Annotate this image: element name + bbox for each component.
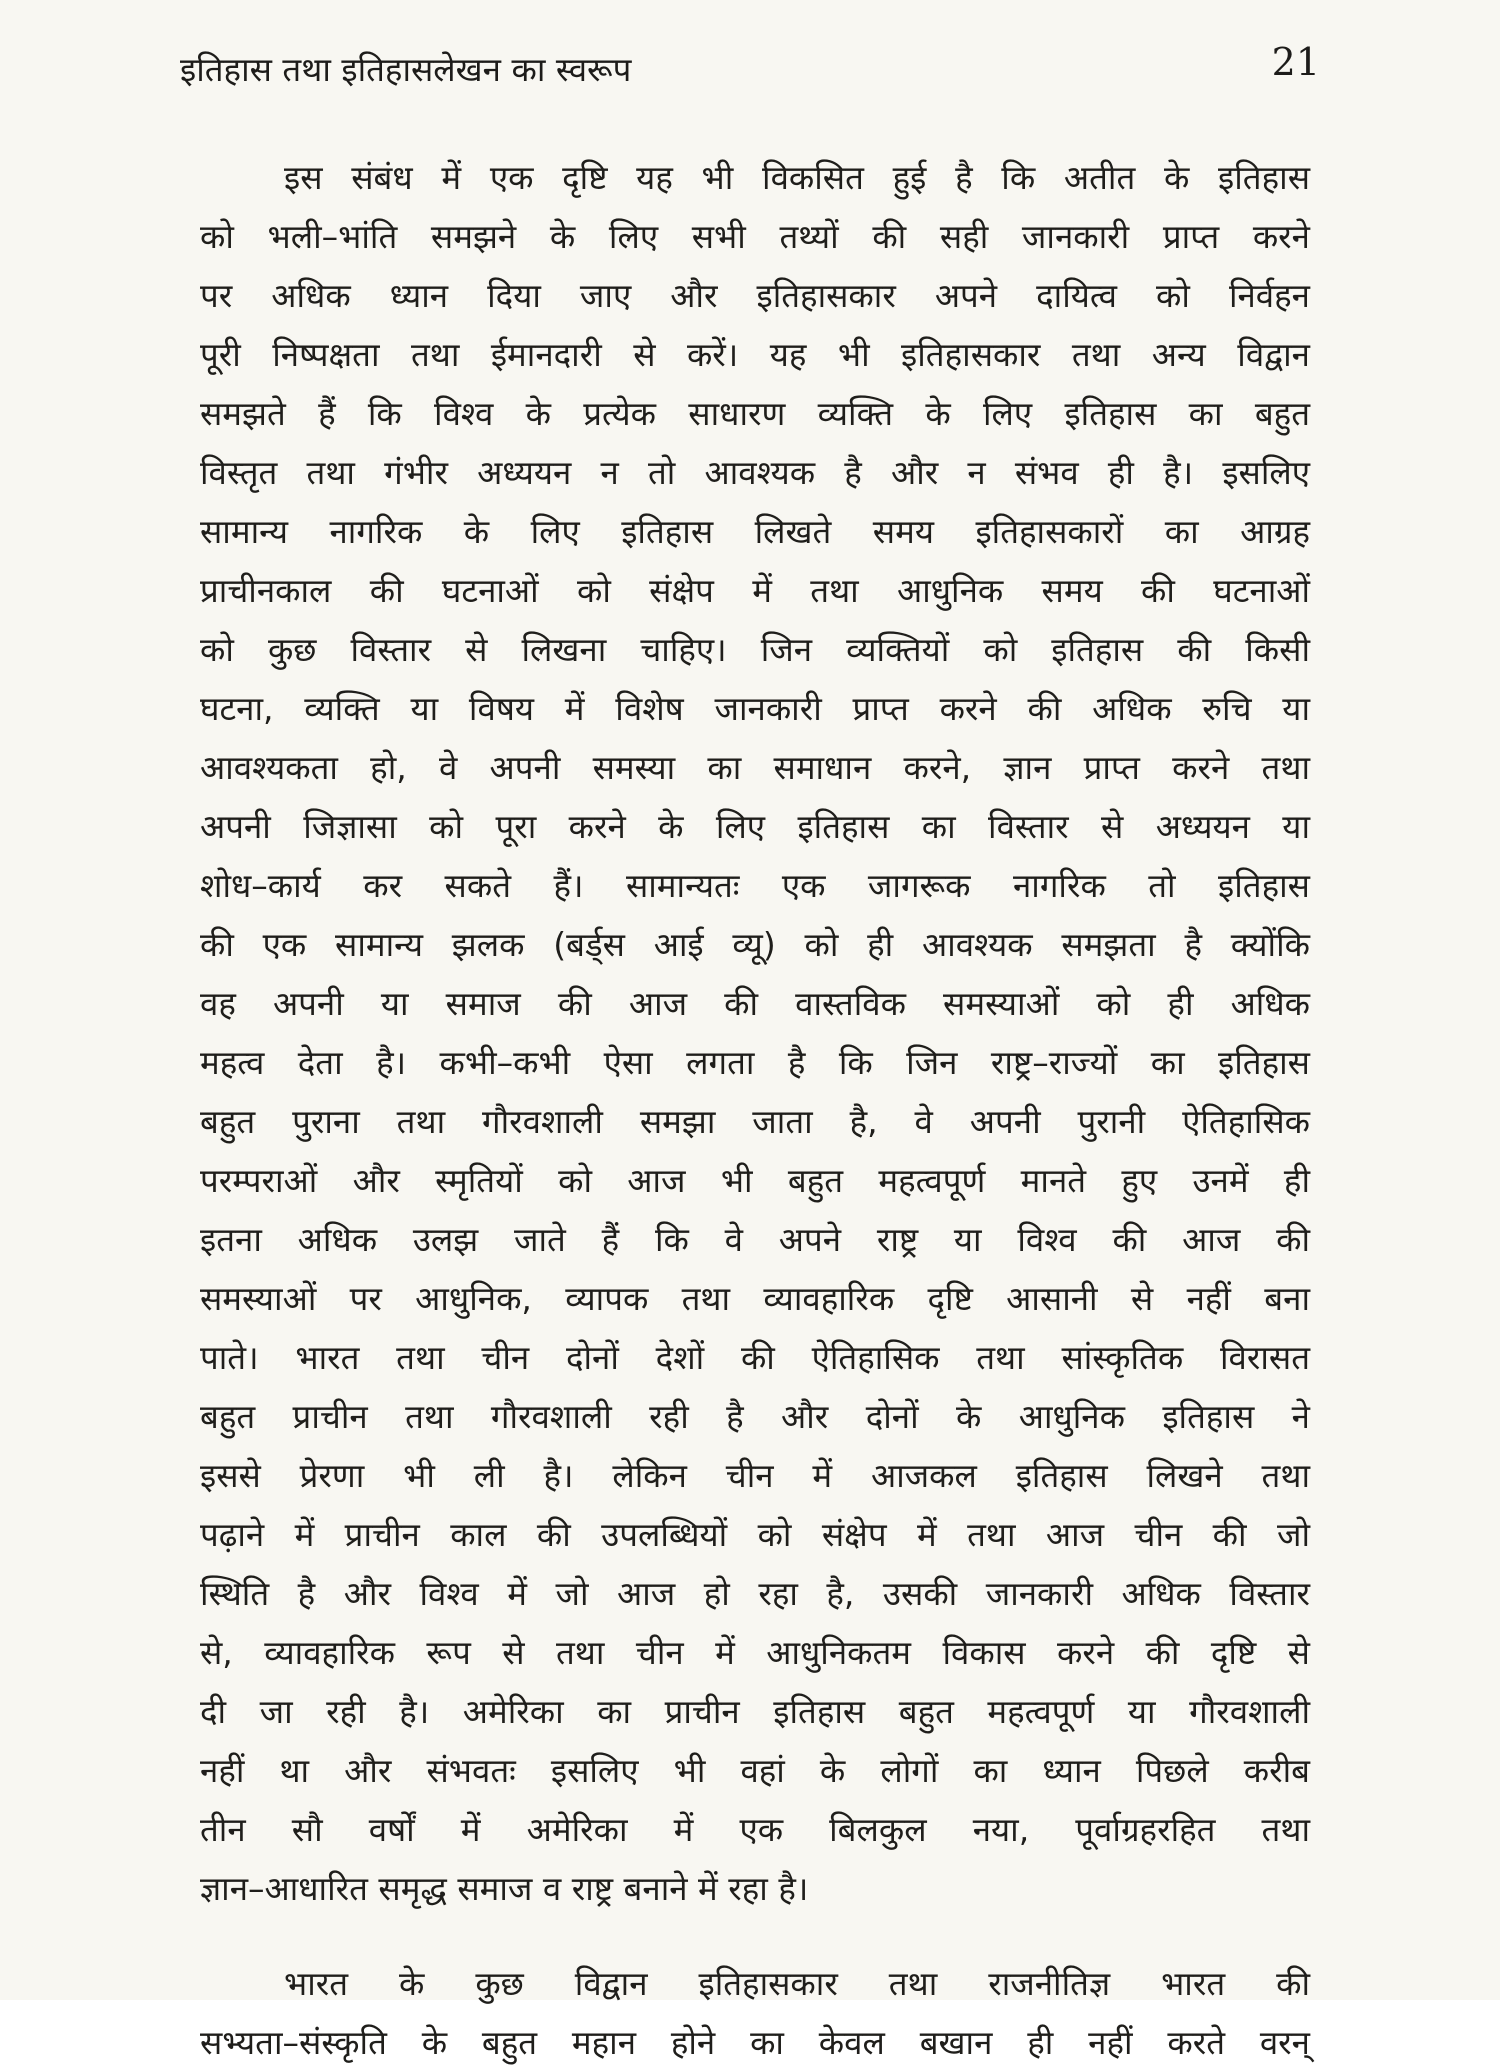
text-line: पढ़ाने में प्राचीन काल की उपलब्धियों को संक्षेप में तथा आज चीन की जो [200, 1515, 1310, 1554]
text-line: वह अपनी या समाज की आज की वास्तविक समस्याओं को ही अधिक [200, 984, 1310, 1023]
text-line: अपनी जिज्ञासा को पूरा करने के लिए इतिहास का विस्तार से अध्ययन या [200, 807, 1310, 846]
text-line: पूरी निष्पक्षता तथा ईमानदारी से करें। यह भी इतिहासकार तथा अन्य विद्वान [200, 335, 1310, 374]
paragraph-1 [200, 148, 1310, 1918]
text-line: परम्पराओं और स्मृतियों को आज भी बहुत महत्वपूर्ण मानते हुए उनमें ही [200, 1161, 1310, 1200]
text-line: महत्व देता है। कभी–कभी ऐसा लगता है कि जिन राष्ट्र–राज्यों का इतिहास [200, 1043, 1310, 1082]
page-header [180, 40, 1320, 100]
text-line: इस संबंध में एक दृष्टि यह भी विकसित हुई है कि अतीत के इतिहास [284, 158, 1310, 197]
text-line: को कुछ विस्तार से लिखना चाहिए। जिन व्यक्तियों को इतिहास की किसी [200, 630, 1310, 669]
text-line: शोध–कार्य कर सकते हैं। सामान्यतः एक जागरूक नागरिक तो इतिहास [200, 866, 1310, 905]
text-line: स्थिति है और विश्व में जो आज हो रहा है, उसकी जानकारी अधिक विस्तार [200, 1574, 1310, 1613]
text-line: भारत के कुछ विद्वान इतिहासकार तथा राजनीतिज्ञ भारत की [284, 1964, 1310, 2003]
text-line: की एक सामान्य झलक (बर्ड्स आई व्यू) को ही आवश्यक समझता है क्योंकि [200, 925, 1310, 964]
text-line: सभ्यता–संस्कृति के बहुत महान होने का केवल बखान ही नहीं करते वरन् [200, 2023, 1310, 2062]
text-line: तीन सौ वर्षों में अमेरिका में एक बिलकुल नया, पूर्वाग्रहरहित तथा [200, 1810, 1310, 1849]
text-line: इतना अधिक उलझ जाते हैं कि वे अपने राष्ट्र या विश्व की आज की [200, 1220, 1310, 1259]
text-line: बहुत पुराना तथा गौरवशाली समझा जाता है, वे अपनी पुरानी ऐतिहासिक [200, 1102, 1310, 1141]
page-number: 21 [1271, 40, 1320, 84]
text-line: आवश्यकता हो, वे अपनी समस्या का समाधान करने, ज्ञान प्राप्त करने तथा [200, 748, 1310, 787]
text-line: पर अधिक ध्यान दिया जाए और इतिहासकार अपने दायित्व को निर्वहन [200, 276, 1310, 315]
text-line: दी जा रही है। अमेरिका का प्राचीन इतिहास बहुत महत्वपूर्ण या गौरवशाली [200, 1692, 1310, 1731]
text-line: बहुत प्राचीन तथा गौरवशाली रही है और दोनों के आधुनिक इतिहास ने [200, 1397, 1310, 1436]
text-line: ज्ञान–आधारित समृद्ध समाज व राष्ट्र बनाने में रहा है। [200, 1869, 809, 1908]
text-line: घटना, व्यक्ति या विषय में विशेष जानकारी प्राप्त करने की अधिक रुचि या [200, 689, 1310, 728]
body-text [200, 148, 1310, 2072]
text-line: पाते। भारत तथा चीन दोनों देशों की ऐतिहासिक तथा सांस्कृतिक विरासत [200, 1338, 1310, 1377]
text-line: से, व्यावहारिक रूप से तथा चीन में आधुनिकतम विकास करने की दृष्टि से [200, 1633, 1310, 1672]
text-line: समझते हैं कि विश्व के प्रत्येक साधारण व्यक्ति के लिए इतिहास का बहुत [200, 394, 1310, 433]
paragraph-2 [200, 1954, 1310, 2072]
text-line: इससे प्रेरणा भी ली है। लेकिन चीन में आजकल इतिहास लिखने तथा [200, 1456, 1310, 1495]
text-line: समस्याओं पर आधुनिक, व्यापक तथा व्यावहारिक दृष्टि आसानी से नहीं बना [200, 1279, 1310, 1318]
text-line: विस्तृत तथा गंभीर अध्ययन न तो आवश्यक है और न संभव ही है। इसलिए [200, 453, 1310, 492]
text-line: प्राचीनकाल की घटनाओं को संक्षेप में तथा आधुनिक समय की घटनाओं [200, 571, 1310, 610]
text-line: सामान्य नागरिक के लिए इतिहास लिखते समय इतिहासकारों का आग्रह [200, 512, 1310, 551]
running-title: इतिहास तथा इतिहासलेखन का स्वरूप [180, 50, 632, 89]
paragraph-gap [200, 1918, 1310, 1954]
text-line: को भली–भांति समझने के लिए सभी तथ्यों की सही जानकारी प्राप्त करने [200, 217, 1310, 256]
text-line: नहीं था और संभवतः इसलिए भी वहां के लोगों का ध्यान पिछले करीब [200, 1751, 1310, 1790]
